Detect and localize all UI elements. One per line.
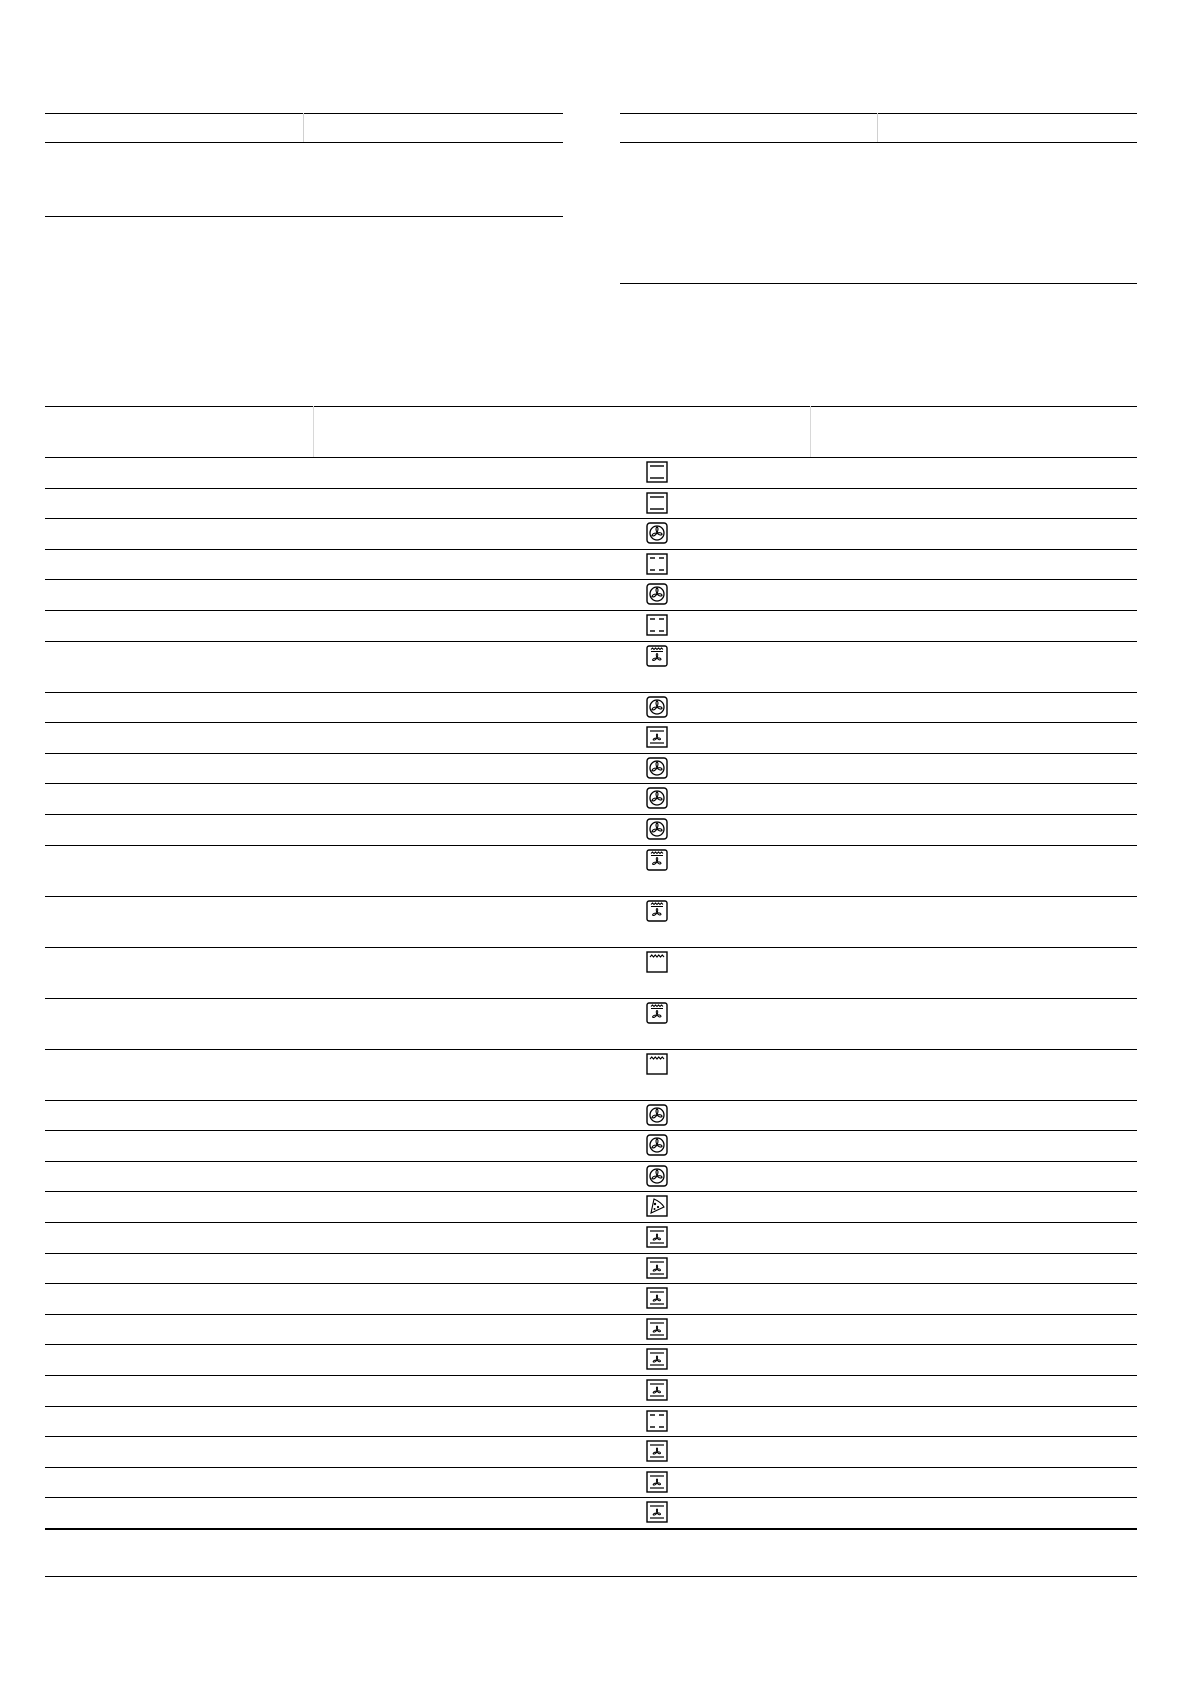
grill-icon <box>646 1053 668 1075</box>
top-right-table-rule-header <box>620 142 1137 143</box>
circo-roasting-icon <box>646 1002 668 1024</box>
main-table-rule-header <box>45 457 1137 458</box>
table-row-rule <box>45 579 1137 580</box>
bottom-heat-fan-icon <box>646 1501 668 1523</box>
table-row-rule <box>45 1130 1137 1131</box>
table-row-rule <box>45 1253 1137 1254</box>
top-bottom-heat-icon <box>646 461 668 483</box>
table-row-rule <box>45 1222 1137 1223</box>
bottom-heat-fan-icon <box>646 1257 668 1279</box>
bottom-heat-fan-icon <box>646 1379 668 1401</box>
bottom-heat-fan-icon <box>646 1226 668 1248</box>
table-row-rule <box>45 549 1137 550</box>
table-row-rule <box>45 1436 1137 1437</box>
hot-air-icon <box>646 757 668 779</box>
pizza-icon <box>646 1195 668 1217</box>
table-row-rule <box>45 692 1137 693</box>
table-row-rule <box>45 1375 1137 1376</box>
hot-air-icon <box>646 1165 668 1187</box>
table-row-rule <box>45 488 1137 489</box>
table-row-rule <box>45 722 1137 723</box>
top-right-table-rule-bottom <box>620 283 1137 284</box>
main-table-rule-top <box>45 406 1137 407</box>
eco-top-bottom-heat-icon <box>646 553 668 575</box>
table-row-rule <box>45 1497 1137 1498</box>
table-row-rule <box>45 783 1137 784</box>
table-row-rule <box>45 947 1137 948</box>
table-row-rule <box>45 1314 1137 1315</box>
main-table-col-divider-1 <box>313 406 314 457</box>
table-row-rule <box>45 610 1137 611</box>
circo-roasting-icon <box>646 849 668 871</box>
main-table-footer-rule <box>45 1576 1137 1577</box>
table-row-rule <box>45 1049 1137 1050</box>
bottom-heat-fan-icon <box>646 1318 668 1340</box>
top-bottom-heat-icon <box>646 492 668 514</box>
circo-roasting-icon <box>646 645 668 667</box>
hot-air-icon <box>646 696 668 718</box>
table-row-rule <box>45 896 1137 897</box>
bottom-heat-fan-icon <box>646 1348 668 1370</box>
table-row-rule <box>45 641 1137 642</box>
bottom-heat-fan-icon <box>646 1287 668 1309</box>
hot-air-icon <box>646 1104 668 1126</box>
table-row-rule <box>45 1406 1137 1407</box>
circo-roasting-icon <box>646 900 668 922</box>
bottom-heat-fan-icon <box>646 1471 668 1493</box>
eco-top-bottom-heat-icon <box>646 1410 668 1432</box>
table-row-rule <box>45 1100 1137 1101</box>
hot-air-icon <box>646 818 668 840</box>
top-left-table-rule-header <box>45 142 563 143</box>
hot-air-icon <box>646 583 668 605</box>
hot-air-icon <box>646 522 668 544</box>
table-row-rule <box>45 753 1137 754</box>
bottom-heat-fan-icon <box>646 726 668 748</box>
top-right-table-col-divider <box>877 113 878 142</box>
table-row-rule <box>45 1528 1137 1530</box>
table-row-rule <box>45 518 1137 519</box>
hot-air-icon <box>646 787 668 809</box>
top-left-table-rule-top <box>45 113 563 114</box>
grill-icon <box>646 951 668 973</box>
top-right-table-rule-top <box>620 113 1137 114</box>
table-row-rule <box>45 1467 1137 1468</box>
table-row-rule <box>45 845 1137 846</box>
table-row-rule <box>45 1344 1137 1345</box>
bottom-heat-fan-icon <box>646 1440 668 1462</box>
table-row-rule <box>45 1191 1137 1192</box>
main-table-col-divider-2 <box>810 406 811 457</box>
table-row-rule <box>45 1161 1137 1162</box>
top-left-table-rule-bottom <box>45 216 563 217</box>
hot-air-icon <box>646 1134 668 1156</box>
table-row-rule <box>45 1283 1137 1284</box>
table-row-rule <box>45 814 1137 815</box>
table-row-rule <box>45 998 1137 999</box>
eco-top-bottom-heat-icon <box>646 614 668 636</box>
top-left-table-col-divider <box>303 113 304 142</box>
